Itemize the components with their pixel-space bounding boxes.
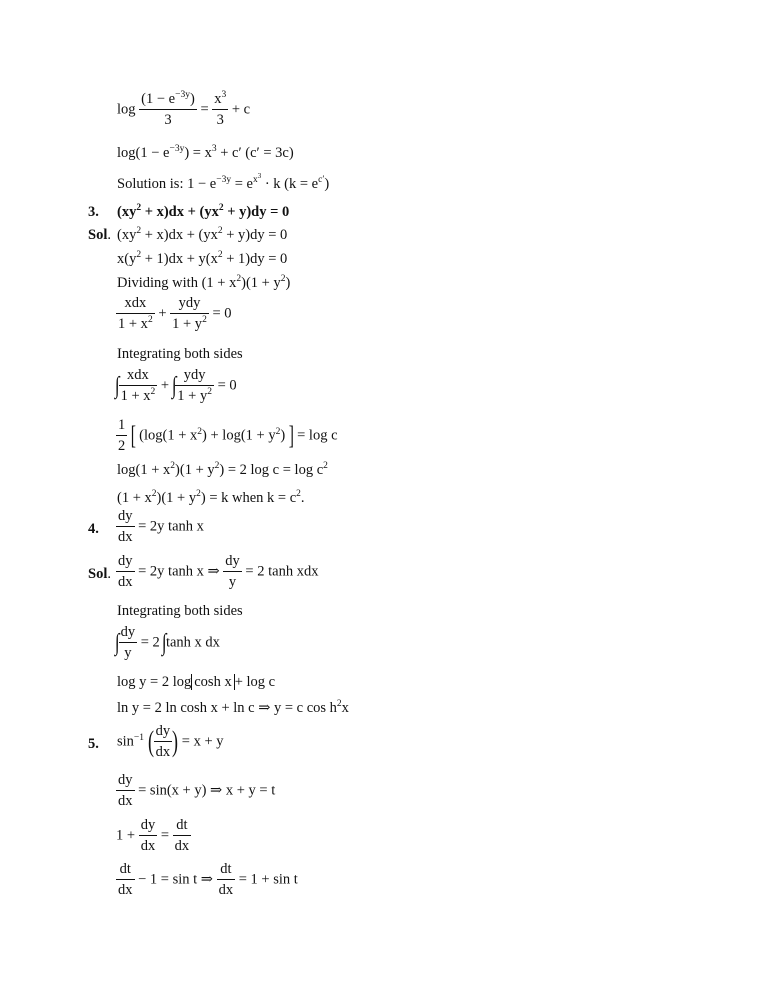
fraction: $\frac{(1 - e^{-3y})}{3}$ <box>141 90 195 129</box>
equation: log y = 2 log cosh x + log c <box>117 674 276 690</box>
fraction: $\frac{dy}{dx}$ <box>118 508 133 546</box>
integral-sign-icon: ∫ <box>114 630 120 657</box>
absolute-value: cosh x <box>191 674 234 690</box>
integral-sign-icon: ∫ <box>171 373 177 400</box>
fraction: $\frac{dt}{dx}$ <box>218 861 234 899</box>
problem-number: 5. <box>88 736 99 752</box>
fraction: $\frac{dt}{dx}$ <box>118 861 133 899</box>
right-paren-icon: ) <box>172 725 179 759</box>
integral-equation: ∫ $\frac{dy}{y}$ = 2 ∫tanh x dx <box>114 624 220 662</box>
problem-statement: $\sin^{-1}$ ( $\frac{dy}{dx}$ ) = x + y <box>117 723 224 761</box>
separated-equation: $\frac{\text{xdx}}{1 + x^2}$ + $\frac{\text{ydy}}{1 + y^2}$ = 0 <box>118 295 232 333</box>
problem-statement: $\frac{dy}{dx}$ = 2y tanh x <box>118 508 204 546</box>
fraction: $\frac{dy}{dx}$ <box>140 817 156 855</box>
left-bracket-icon: [ <box>130 421 136 451</box>
fraction: $\frac{dy}{y}$ <box>225 553 240 591</box>
fraction: $\frac{\text{xdx}}{1 + x^2}$ <box>118 295 153 333</box>
equation: $\frac{dy}{dx}$ = sin(x + y) ⇒ x + y = t <box>118 772 276 810</box>
equation: $\frac{dt}{dx}$ − 1 = sin t ⇒ $\frac{dt}{dx}$ = 1 + sin t <box>118 861 298 899</box>
fraction: $\frac{dy}{dx}$ <box>118 772 133 810</box>
integral-equation: ∫ $\frac{\text{xdx}}{1 + x^2}$ + ∫ $\frac{\text{ydy}}{1 + y^2}$ = 0 <box>114 367 237 405</box>
half-log-equation: $\frac{1}{2}$ [ ($\log(1 + x^2) + \log(1 + y^2)$ ] = log c <box>118 417 338 455</box>
fraction: $\frac{\text{ydy}}{1 + y^2}$ <box>177 367 212 405</box>
integrating-text: Integrating both sides <box>117 346 243 362</box>
equation: ln y = 2 ln cosh x + ln c ⇒ y = c $\cos h^2x$ <box>117 699 349 716</box>
integral-sign-icon: ∫ <box>162 630 167 657</box>
fraction: $\frac{\text{ydy}}{1 + y^2}$ <box>172 295 207 333</box>
fraction: $\frac{dt}{dx}$ <box>174 817 190 855</box>
fraction: $\frac{x^3}{3}$ <box>214 90 227 129</box>
fraction: $\frac{dy}{dx}$ <box>118 553 133 591</box>
integrating-text: Integrating both sides <box>117 603 243 619</box>
final-solution: $(1 + x^2)(1 + y^2) = k$ when $k = c^2$. <box>117 489 305 506</box>
solution-statement: Solution is: $1 - e^{-3y} = e^{x^3} \cdot k$ $(k = e^{c'})$ <box>117 172 330 192</box>
fraction: $\frac{\text{xdx}}{1 + x^2}$ <box>120 367 156 405</box>
equation: $x(y^2 + 1)dx + y(x^2 + 1)dy = 0$ <box>117 250 288 267</box>
left-paren-icon: ( <box>147 725 154 759</box>
solution-label: Sol. <box>88 566 111 582</box>
problem-number: 3. <box>88 204 99 220</box>
equation: $\log(1 + x^2)(1 + y^2) = 2$ $\log c = \log c^2$ <box>117 461 328 478</box>
solution-label: Sol. <box>88 227 111 243</box>
fraction: $\frac{dy}{y}$ <box>120 624 136 662</box>
problem-number: 4. <box>88 521 99 537</box>
equation-log-simplified: $\log(1 - e^{-3y}) = x^3 + c'$ (c′ = 3c) <box>117 144 294 161</box>
equation: $\frac{dy}{dx}$ = 2y tanh x ⇒ $\frac{dy}{y}$ = 2 tanh xdx <box>118 553 319 591</box>
equation-log-fraction: log $\frac{(1 - e^{-3y})}{3}$ = $\frac{x^3}{3}$ + c <box>117 90 251 129</box>
dividing-step: Dividing with $(1 + x^2)(1 + y^2)$ <box>117 274 291 291</box>
equation: 1 + $\frac{dy}{dx}$ = $\frac{dt}{dx}$ <box>116 817 190 855</box>
fraction: $\frac{1}{2}$ <box>118 417 126 455</box>
equation: $(xy^2 + x)dx + (yx^2 + y)dy = 0$ <box>117 226 288 243</box>
right-bracket-icon: ] <box>288 421 294 451</box>
problem-statement: $(xy^2 + x)dx + (yx^2 + y)dy = 0$ <box>117 203 290 220</box>
fraction: $\frac{dy}{dx}$ <box>155 723 171 761</box>
integral-sign-icon: ∫ <box>114 373 120 400</box>
